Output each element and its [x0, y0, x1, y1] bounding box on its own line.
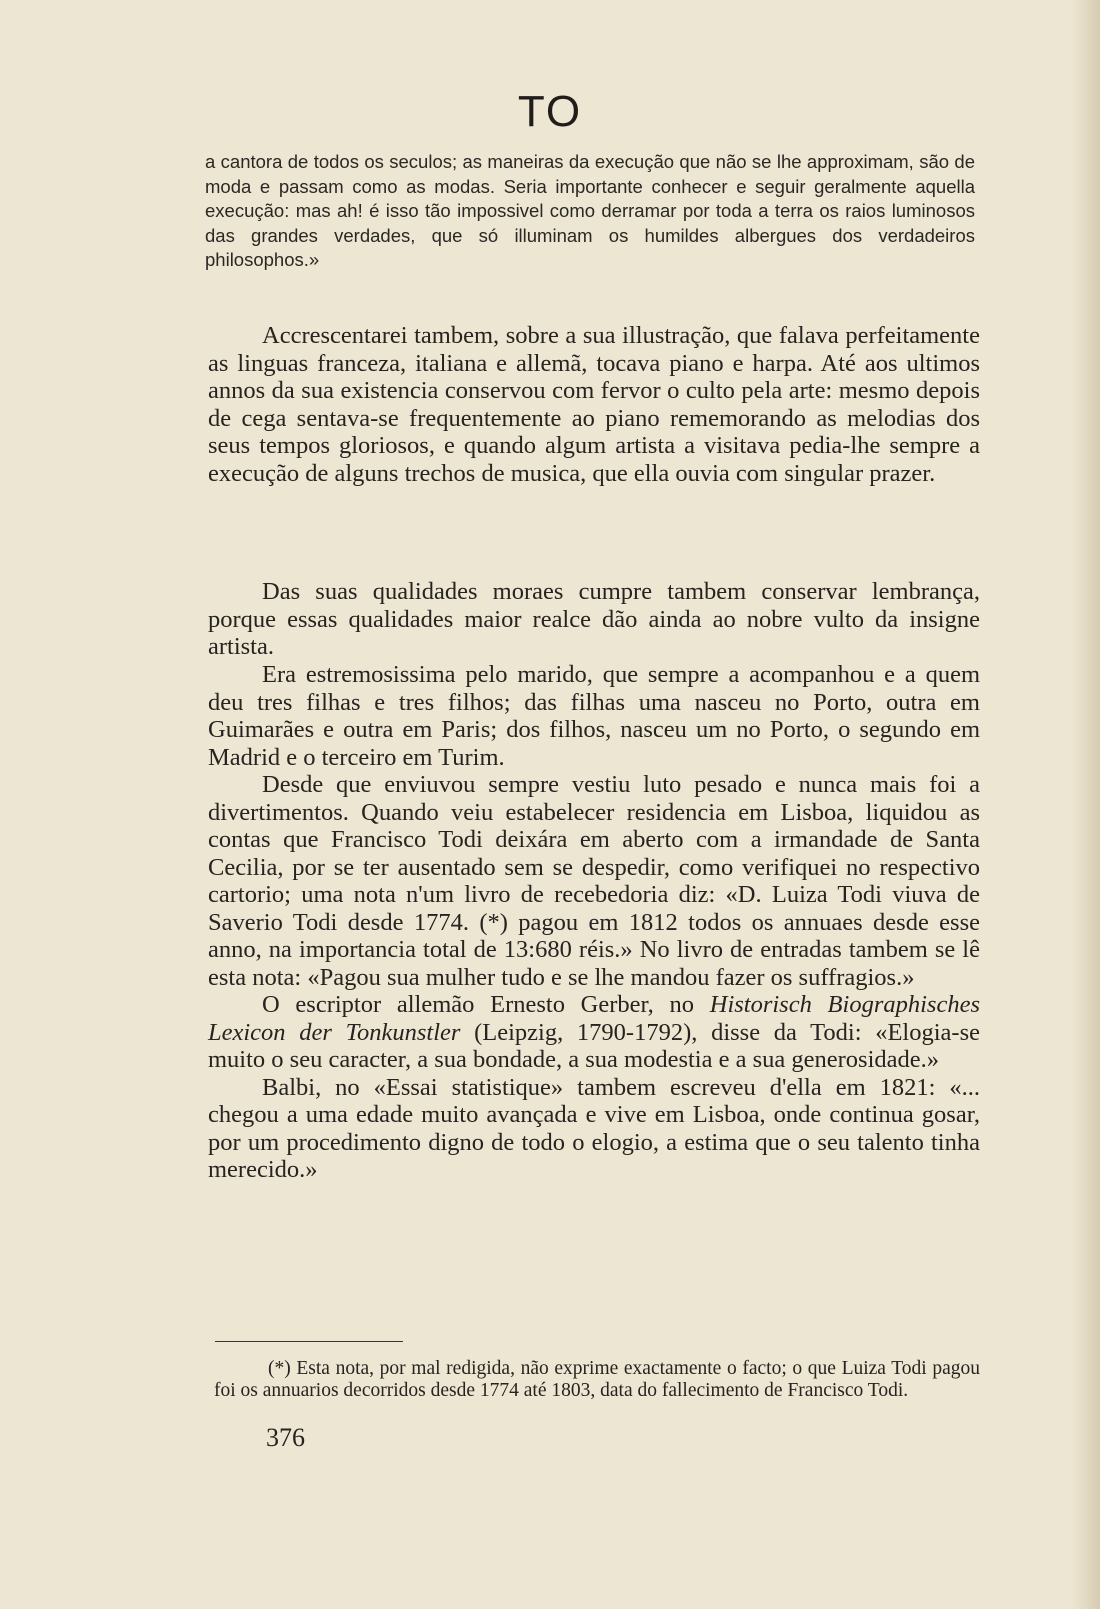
body-paragraph-group — [208, 661, 980, 1184]
page-number: 376 — [266, 1423, 305, 1452]
gerber-text-after: (Leipzig, 1790-1792), disse da Todi: «Elogia-se muito o seu caracter, a sua bondade, a sua modestia e a sua generosidade.» — [208, 1018, 980, 1073]
paragraph-husband: Era estremosissima pelo marido, que sempre a acompanhou e a quem deu tres filhas e tres filhos; das filhas uma nasceu no Porto, outra em Guimarães e outra em Paris; dos filhos, nasceu um no Porto, o segundo em Madrid e o terceiro em Turim. — [208, 661, 980, 771]
paragraph-widowhood: Desde que enviuvou sempre vestiu luto pesado e nunca mais foi a divertimentos. Quando veiu estabelecer residencia em Lisboa, liquidou as contas que Francisco Todi deixára em aberto com a irmandade de Santa Cecilia, por se ter ausentado sem se despedir, como verifiquei no respectivo cartorio; uma nota n'um livro de recebedoria diz: «D. Luiza Todi viuva de Saverio Todi desde 1774. (*) pagou em 1812 todos os annuaes desde esse anno, na importancia total de 13:680 réis.» No livro de entradas tambem se lê esta nota: «Pagou sua mulher tudo e se lhe mandou fazer os suffragios.» — [208, 771, 980, 991]
paragraph-text: Accrescentarei tambem, sobre a sua illustração, que falava perfeitamente as linguas franceza, italiana e allemã, tocava piano e harpa. Até aos ultimos annos da sua existencia conservou com fervor o culto pela arte: mesmo depois de cega sentava-se frequentemente ao piano rememorando as melodias dos seus tempos gloriosos, e quando algum artista a visitava pedia-lhe sempre a execução de alguns trechos de musica, que ella ouvia com singular prazer. — [208, 322, 980, 487]
footnote-text: (*) Esta nota, por mal redigida, não exprime exactamente o facto; o que Luiza Todi pagou foi os annuarios decorridos desde 1774 até 1803, data do fallecimento de Francisco Todi. — [214, 1358, 980, 1401]
quote-paragraph: a cantora de todos os seculos; as maneiras da execução que não se lhe approximam, são de moda e passam como as modas. Seria importante conhecer e seguir geralmente aquella execução: mas ah! é isso tão impossivel como derramar por toda a terra os raios luminosos das grandes verdades, que só illuminam os humildes albergues dos verdadeiros philosophos.» — [205, 151, 975, 270]
body-paragraph-qualities — [208, 578, 980, 661]
running-head: TO — [517, 87, 583, 136]
paragraph-gerber — [208, 991, 980, 1074]
paragraph-balbi: Balbi, no «Essai statistique» tambem escreveu d'ella em 1821: «... chegou a uma edade muito avançada e vive em Lisboa, onde continua gosar, por um procedimento digno de todo o elogio, a estima que o seu talento tinha merecido.» — [208, 1073, 980, 1183]
paragraph-text: Das suas qualidades moraes cumpre tambem conservar lembrança, porque essas qualidades maior realce dão ainda ao nobre vulto da insigne artista. — [208, 578, 980, 660]
body-paragraph-illustration — [208, 322, 980, 487]
footnote — [214, 1358, 980, 1402]
footnote-separator — [215, 1341, 403, 1342]
lexicon-title: Historisch Biographisches Lexicon der Tonkunstler — [208, 991, 980, 1046]
page-edge-shadow — [1072, 0, 1100, 1609]
gerber-text-before: O escriptor allemão Ernesto Gerber, no — [262, 991, 710, 1018]
